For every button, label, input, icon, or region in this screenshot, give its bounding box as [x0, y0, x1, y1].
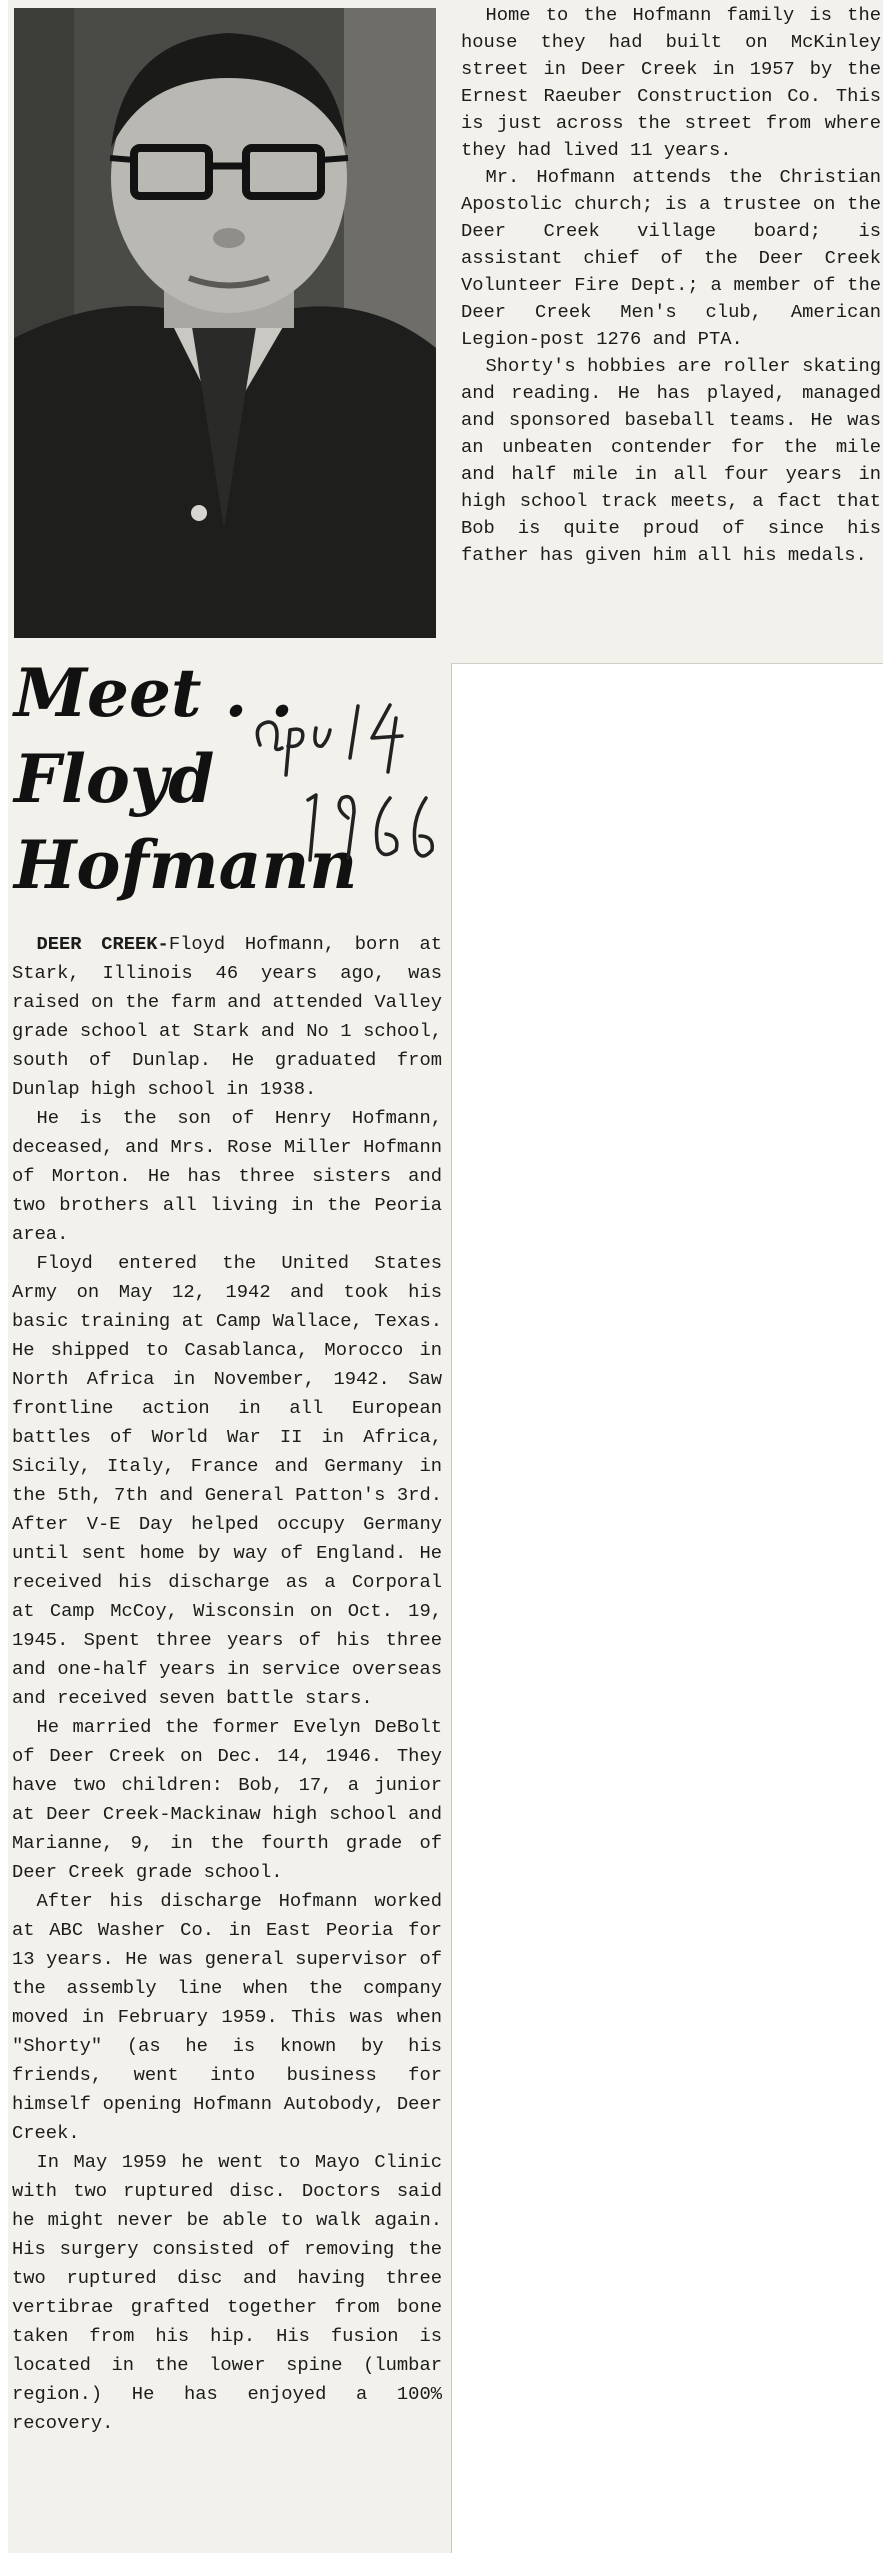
handwritten-date	[250, 700, 440, 870]
dateline: DEER CREEK-	[36, 933, 169, 955]
portrait-photo	[14, 8, 436, 638]
paragraph-birth	[12, 930, 442, 1104]
paragraph-surgery: In May 1959 he went to Mayo Clinic with two ruptured disc. Doctors said he might never be able to walk again. His surgery consisted of removing the two ruptured disc and having three vertibrae grafted together from bone taken from his hip. His fusion is located in the lower spine (lumbar region.) He has enjoyed a 100% recovery.	[12, 2151, 442, 2434]
paragraph-military: Floyd entered the United States Army on May 12, 1942 and took his basic training at Camp Wallace, Texas. He shipped to Casablanca, Morocco in North Africa in November, 1942. Saw frontline action in all European battles of World War II in Africa, Sicily, Italy, France and Germany in the 5th, 7th and General Patton's 3rd. After V-E Day helped occupy Germany until sent home by way of England. He received his discharge as a Corporal at Camp McCoy, Wisconsin on Oct. 19, 1945. Spent three years of his three and one-half years in service overseas and received seven battle stars.	[12, 1252, 442, 1709]
paragraph-hobbies: Shorty's hobbies are roller skating and reading. He has played, managed and sponsored baseball teams. He was an unbeaten contender for the mile and half mile in all four years in high school track meets, a fact that Bob is quite proud of since his father has given him all his medals.	[461, 355, 881, 566]
headline-line-3: Hofmann	[14, 826, 358, 904]
paragraph-marriage: He married the former Evelyn DeBolt of Deer Creek on Dec. 14, 1946. They have two children: Bob, 17, a junior at Deer Creek-Mackinaw high school and Marianne, 9, in the fourth grade of Deer Creek grade school.	[12, 1716, 442, 1883]
article-body-right	[461, 2, 881, 569]
paragraph-community: Mr. Hofmann attends the Christian Apostolic church; is a trustee on the Deer Creek village board; is assistant chief of the Deer Creek Volunteer Fire Dept.; a member of the Deer Creek Men's club, American Legion-post 1276 and PTA.	[461, 166, 881, 350]
article-body-left	[12, 930, 442, 2438]
paragraph-home: Home to the Hofmann family is the house they had built on McKinley street in Deer Creek in 1957 by the Ernest Raeuber Construction Co. This is just across the street from where they had lived 11 years.	[461, 4, 881, 161]
paragraph-birth-text: Floyd Hofmann, born at Stark, Illinois 46 years ago, was raised on the farm and attended Valley grade school at Stark and No 1 school, south of Dunlap. He graduated from Dunlap high school in 1938.	[12, 933, 442, 1100]
headline	[14, 650, 358, 908]
paragraph-family: He is the son of Henry Hofmann, deceased, and Mrs. Rose Miller Hofmann of Morton. He has three sisters and two brothers all living in the Peoria area.	[12, 1107, 442, 1245]
paragraph-career: After his discharge Hofmann worked at ABC Washer Co. in East Peoria for 13 years. He was general supervisor of the assembly line when the company moved in February 1959. This was when "Shorty" (as he is known by his friends, went into business for himself opening Hofmann Autobody, Deer Creek.	[12, 1890, 442, 2144]
headline-line-1: Meet . .	[14, 654, 294, 732]
headline-line-2: Floyd	[14, 740, 215, 818]
